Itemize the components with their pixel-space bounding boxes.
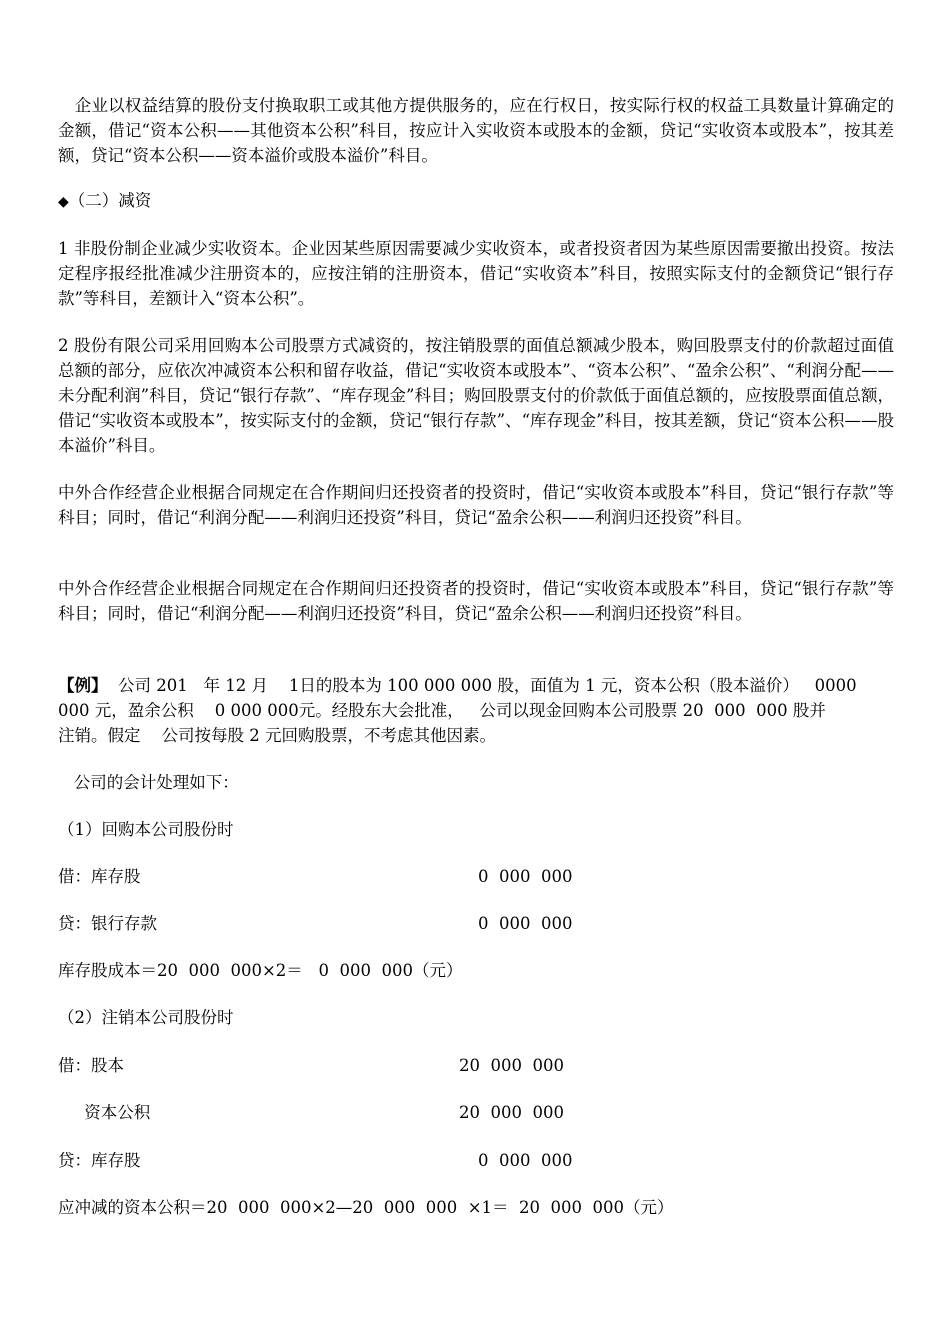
section-title: （二）减资 <box>68 191 152 210</box>
example-label: 【例】 <box>58 676 108 695</box>
paragraph-joint-venture-2: 中外合作经营企业根据合同规定在合作期间归还投资者的投资时，借记“实收资本或股本”科目，贷记“银行存款”等科目；同时，借记“利润分配——利润归还投资”科目，贷记“盈余公积——利润归还投资”科目。 <box>58 579 894 623</box>
example-line-2: 000 元，盈余公积 0 000 000元。经股东大会批准， 公司以现金回购本公司股票 20 000 000 股并 <box>58 701 826 720</box>
entry1-credit-amount: 0 000 000 <box>478 914 573 933</box>
treasury-stock-cost-calc: 库存股成本＝20 000 000×2＝ 0 000 000（元） <box>58 961 463 980</box>
entry2-credit-label: 贷：库存股 <box>58 1151 141 1170</box>
entry2-debit2-amount: 20 000 000 <box>459 1103 564 1122</box>
step-2-heading: （2）注销本公司股份时 <box>58 1008 234 1027</box>
entry2-debit2-label: 资本公积 <box>58 1103 151 1122</box>
entry1-credit-label: 贷：银行存款 <box>58 914 157 933</box>
paragraph-stock-buyback: 2 股份有限公司采用回购本公司股票方式减资的，按注销股票的面值总额减少股本，购回股票支付的价款超过面值总额的部分，应依次冲减资本公积和留存收益，借记“实收资本或股本”、“资本公积”、“盈余公积”、“利润分配——未分配利润”科目，贷记“银行存款”、“库存现金”科目；购回股票支付的价款低于面值总额的，应按股票面值总额，借记“实收资本或股本”，按实际支付的金额，贷记“银行存款”、“库存现金”科目，按其差额，贷记“资本公积——股本溢价”科目。 <box>58 336 894 455</box>
entry2-debit-label: 借：股本 <box>58 1056 124 1075</box>
accounting-intro: 公司的会计处理如下： <box>58 773 239 792</box>
paragraph-non-stock-reduction: 1 非股份制企业减少实收资本。企业因某些原因需要减少实收资本，或者投资者因为某些原因需要撤出投资。按法定程序报经批准减少注册资本的，应按注销的注册资本，借记“实收资本”科目，按照实际支付的金额贷记“银行存款”等科目，差额计入“资本公积”。 <box>58 239 894 308</box>
paragraph-joint-venture-1: 中外合作经营企业根据合同规定在合作期间归还投资者的投资时，借记“实收资本或股本”科目，贷记“银行存款”等科目；同时，借记“利润分配——利润归还投资”科目，贷记“盈余公积——利润归还投资”科目。 <box>58 483 894 527</box>
paragraph-equity-settlement: 企业以权益结算的股份支付换取职工或其他方提供服务的，应在行权日，按实际行权的权益工具数量计算确定的金额，借记“资本公积——其他资本公积”科目，按应计入实收资本或股本的金额，贷记“实收资本或股本”，按其差额，贷记“资本公积——资本溢价或股本溢价”科目。 <box>58 96 894 165</box>
example-line-3: 注销。假定 公司按每股 2 元回购股票，不考虑其他因素。 <box>58 726 496 745</box>
entry2-credit-amount: 0 000 000 <box>478 1151 573 1170</box>
entry2-debit-amount: 20 000 000 <box>459 1056 564 1075</box>
entry1-debit-label: 借：库存股 <box>58 867 141 886</box>
section-heading-capital-reduction <box>58 188 151 215</box>
example-line-1: 【例】 公司 201 年 12 月 1日的股本为 100 000 000 股，面值为 1 元，资本公积（股本溢价） 0000 <box>58 676 857 695</box>
diamond-bullet-icon: ◆ <box>58 194 69 210</box>
entry1-debit-amount: 0 000 000 <box>478 867 573 886</box>
capital-reserve-offset-calc: 应冲减的资本公积＝20 000 000×2—20 000 000 ×1＝ 20 000 000（元） <box>58 1198 674 1217</box>
step-1-heading: （1）回购本公司股份时 <box>58 820 234 839</box>
